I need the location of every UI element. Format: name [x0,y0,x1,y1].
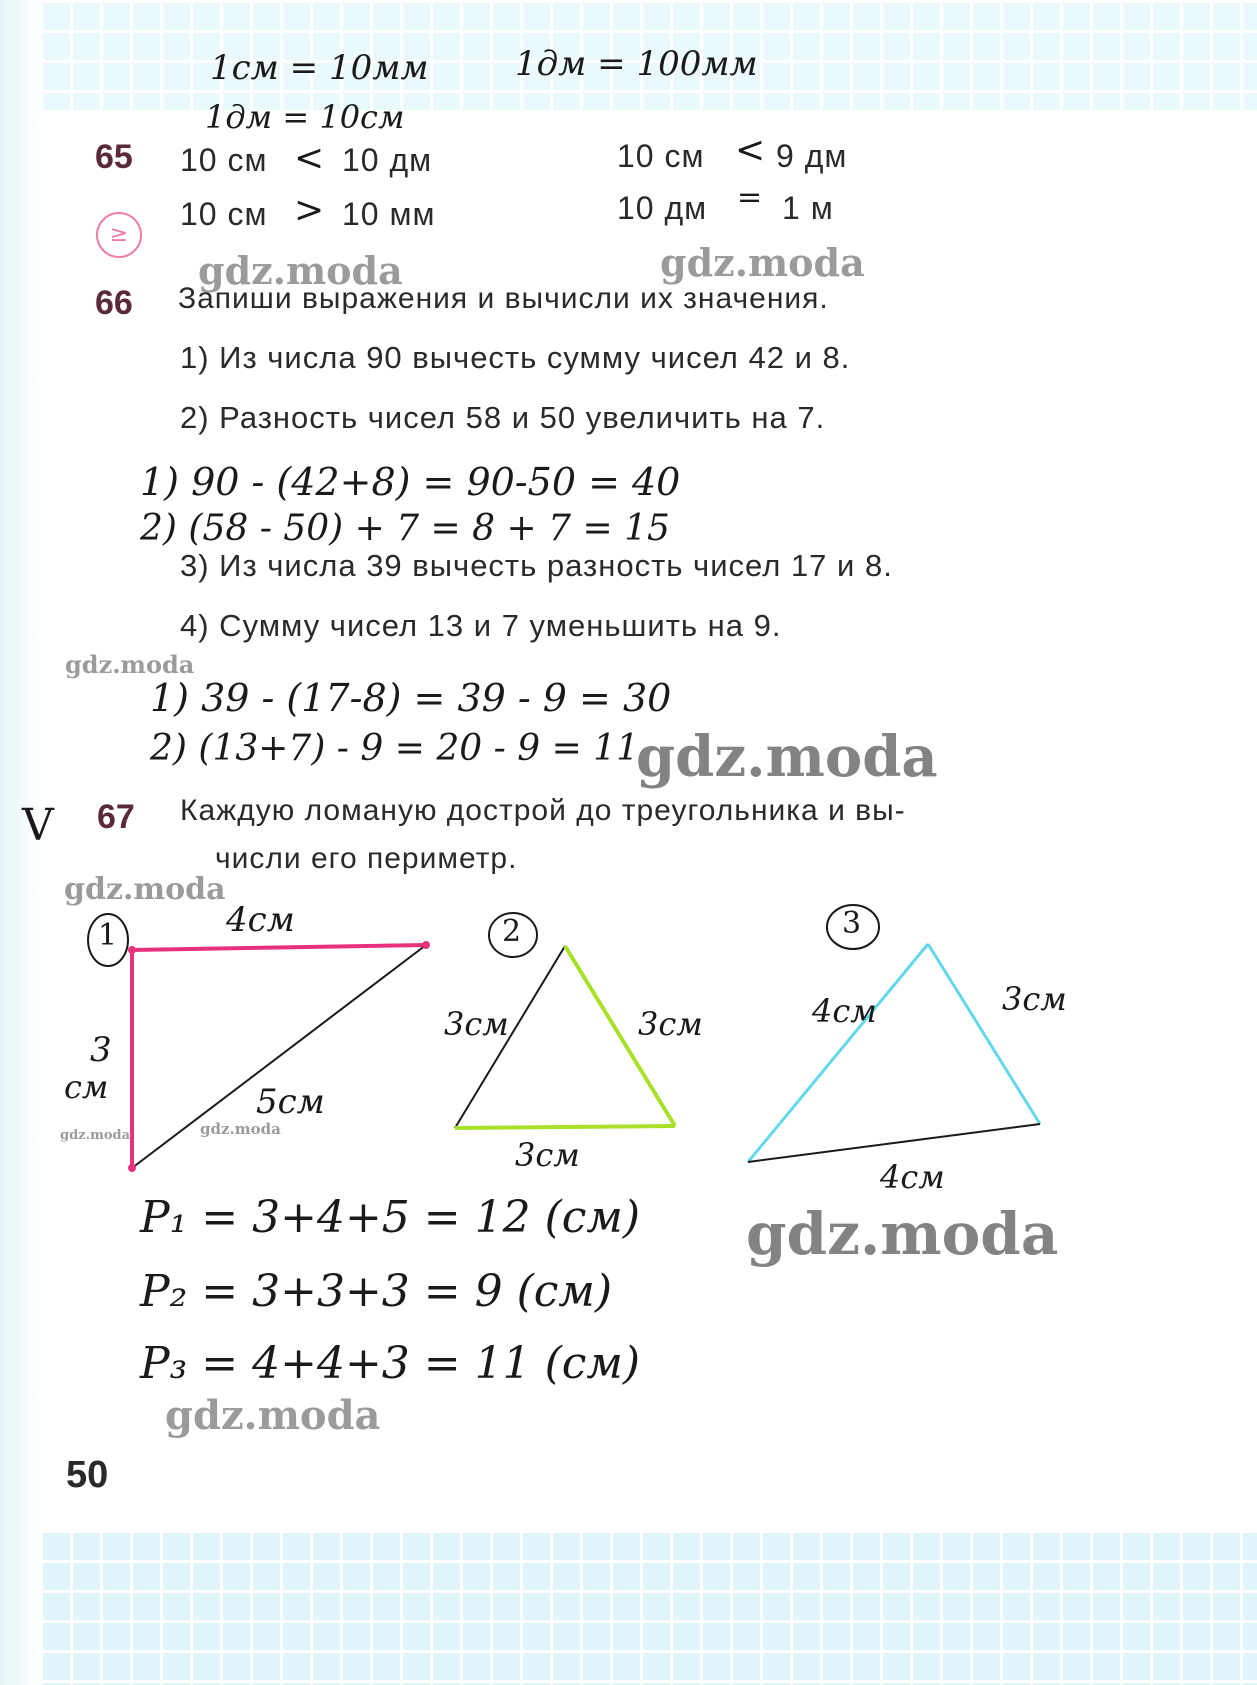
perimeter-3: P₃ = 4+4+3 = 11 (см) [140,1338,641,1389]
ex65-row1-sign: < [294,138,325,179]
exercise-66-number: 66 [95,284,133,322]
exercise-65-number: 65 [95,138,133,176]
note-dm-cm: 1дм = 10см [205,98,405,136]
ex66-item-1: 1) Из числа 90 вычесть сумму чисел 42 и 8. [180,340,851,375]
ex65-row4-right: 1 м [782,190,834,226]
figure-1-vertex [128,1164,136,1172]
ex65-row2-right: 10 мм [342,196,436,232]
ex65-row1-right: 10 дм [342,142,433,178]
exercise-67-number: 67 [97,798,135,836]
figure-1-vertex [422,941,430,949]
ex65-row4-sign: = [737,180,763,215]
check-mark-icon: V [22,800,54,851]
perimeter-1: P₁ = 3+4+5 = 12 (см) [140,1192,641,1243]
ex65-row2-left: 10 см [180,196,268,232]
watermark: gdz.moda [165,1392,381,1439]
ex66-answer-b2: 2) (13+7) - 9 = 20 - 9 = 11 [150,728,639,769]
figure-3-right-side [928,944,1040,1124]
watermark: gdz.moda [64,872,226,907]
ex65-row3-right: 9 дм [776,138,848,174]
watermark: gdz.moda [60,1128,131,1143]
figure-3-left-side [748,944,928,1162]
figure-2-right-length: 3см [638,1005,703,1043]
watermark: gdz.moda [746,1200,1059,1268]
figure-3-bottom-side [748,1124,1040,1162]
watermark: gdz.moda [660,240,865,285]
ex65-row4-left: 10 дм [617,190,708,226]
figure-1-label: 1 [98,918,118,953]
ex66-task: Запиши выражения и вычисли их значения. [178,282,829,315]
ex66-answer-a1: 1) 90 - (42+8) = 90-50 = 40 [140,460,681,504]
figure-1-top-length: 4см [226,900,295,940]
figure-1-left-length-unit: см [64,1068,109,1106]
comparison-badge-icon: ≥ [96,212,142,258]
ex67-task-line2: числи его периметр. [215,842,518,875]
figure-2-bottom-side [455,1126,675,1128]
ex65-row3-sign: < [735,130,766,171]
figure-2-left-length: 3см [444,1005,509,1043]
ex66-item-4: 4) Сумму чисел 13 и 7 уменьшить на 9. [180,608,782,643]
ex65-row2-sign: > [294,190,325,231]
ex66-item-3: 3) Из числа 39 вычесть разность чисел 17 и 8. [180,548,893,583]
note-cm-mm: 1см = 10мм [210,48,429,88]
watermark: gdz.moda [200,1120,281,1138]
note-dm-mm: 1дм = 100мм [515,44,758,84]
ex66-answer-b1: 1) 39 - (17-8) = 39 - 9 = 30 [150,676,672,720]
figure-2-label: 2 [502,914,522,949]
ex66-item-2: 2) Разность чисел 58 и 50 увеличить на 7. [180,400,826,435]
watermark: gdz.moda [636,724,938,790]
figure-2-bottom-length: 3см [515,1136,580,1174]
perimeter-2: P₂ = 3+3+3 = 9 (см) [140,1266,613,1317]
figure-3-left-length: 4см [812,992,877,1030]
figure-3-label: 3 [842,906,862,941]
figure-1-vertex [128,946,136,954]
figure-1-left-length-number: 3 [90,1030,112,1070]
ex67-task-line1: Каждую ломаную дострой до треугольника и вы- [180,794,906,827]
figure-1-top-side [132,945,426,950]
ex65-row3-left: 10 см [617,138,705,174]
watermark: gdz.moda [65,650,195,679]
figure-3-right-length: 3см [1002,980,1067,1018]
ex65-row1-left: 10 см [180,142,268,178]
ex66-answer-a2: 2) (58 - 50) + 7 = 8 + 7 = 15 [140,508,670,549]
page-number: 50 [66,1454,109,1496]
figure-3-bottom-length: 4см [880,1158,945,1196]
figure-1-hyp-length: 5см [256,1082,325,1122]
watermark: gdz.moda [198,248,403,293]
